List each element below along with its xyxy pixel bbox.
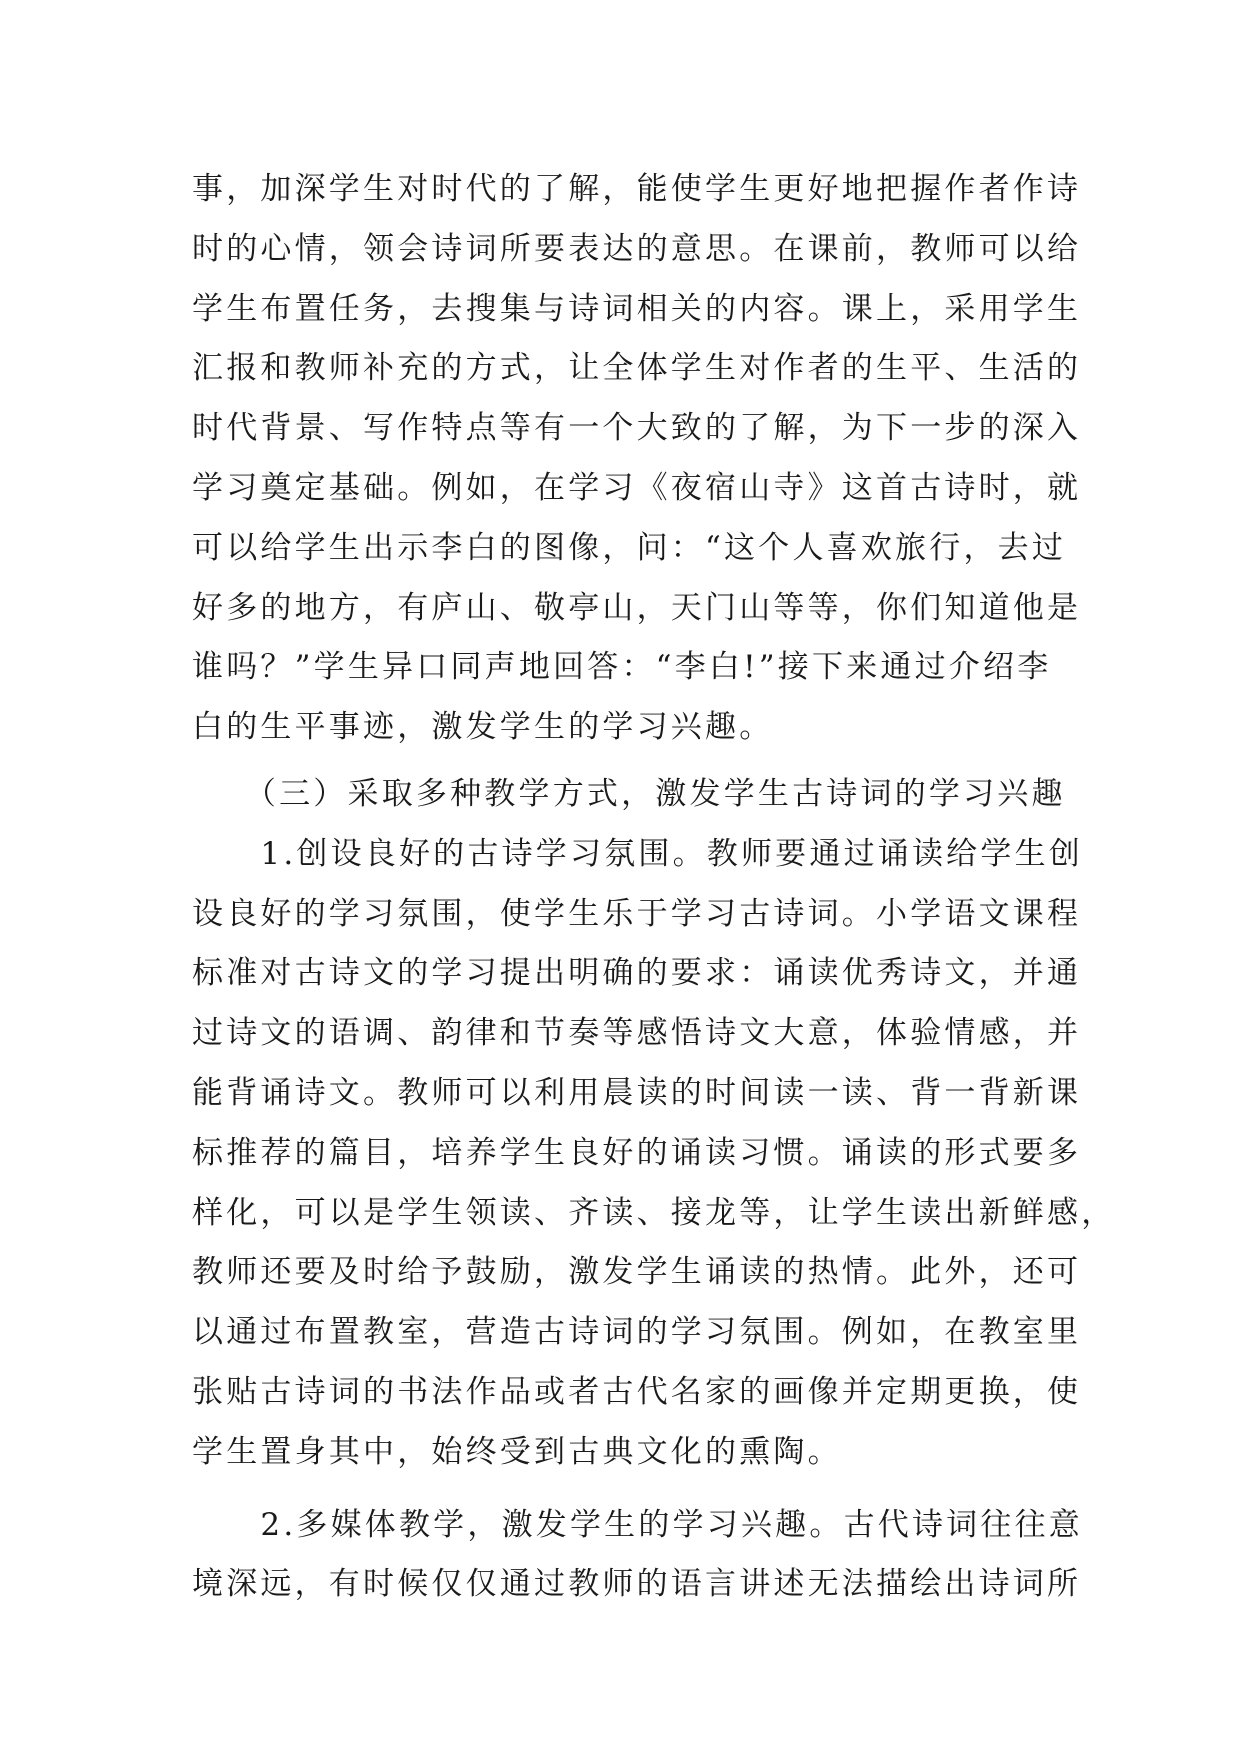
- text-line: 学生布置任务，去搜集与诗词相关的内容。课上，采用学生: [192, 290, 1082, 327]
- paragraph-gap: [192, 758, 1052, 765]
- text-line: 过诗文的语调、韵律和节奏等感悟诗文大意，体验情感，并: [192, 1015, 1082, 1052]
- text-line: 教师还要及时给予鼓励，激发学生诵读的热情。此外，还可: [192, 1254, 1082, 1291]
- text-line: 1.创设良好的古诗学习氛围。教师要通过诵读给学生创: [192, 835, 1083, 872]
- text-line: 汇报和教师补充的方式，让全体学生对作者的生平、生活的: [192, 350, 1082, 387]
- text-line: 设良好的学习氛围，使学生乐于学习古诗词。小学语文课程: [192, 895, 1082, 932]
- text-line: 2.多媒体教学，激发学生的学习兴趣。古代诗词往往意: [192, 1506, 1083, 1543]
- paragraph-gap: [192, 1483, 1052, 1496]
- text-line: 标准对古诗文的学习提出明确的要求：诵读优秀诗文，并通: [192, 955, 1082, 992]
- section-heading: （三）采取多种教学方式，激发学生古诗词的学习兴趣: [192, 775, 1066, 812]
- text-line: 事，加深学生对时代的了解，能使学生更好地把握作者作诗: [192, 171, 1082, 207]
- text-line: 谁吗？”学生异口同声地回答：“李白!”接下来通过介绍李: [192, 649, 1052, 686]
- text-line: 白的生平事迹，激发学生的学习兴趣。: [192, 709, 774, 746]
- text-line: 标推荐的篇目，培养学生良好的诵读习惯。诵读的形式要多: [192, 1134, 1082, 1171]
- text-line: 能背诵诗文。教师可以利用晨读的时间读一读、背一背新课: [192, 1074, 1082, 1111]
- body-text: [192, 160, 1116, 1615]
- text-line: 张贴古诗词的书法作品或者古代名家的画像并定期更换，使: [192, 1373, 1082, 1410]
- text-line: 样化，可以是学生领读、齐读、接龙等，让学生读出新鲜感，: [192, 1194, 1116, 1231]
- text-line: 以通过布置教室，营造古诗词的学习氛围。例如，在教室里: [192, 1314, 1082, 1351]
- text-line: 时代背景、写作特点等有一个大致的了解，为下一步的深入: [192, 410, 1082, 447]
- text-line: 境深远，有时候仅仅通过教师的语言讲述无法描绘出诗词所: [192, 1566, 1082, 1603]
- text-line: 好多的地方，有庐山、敬亭山，天门山等等，你们知道他是: [192, 589, 1082, 626]
- text-line: 时的心情，领会诗词所要表达的意思。在课前，教师可以给: [192, 230, 1082, 267]
- text-line: 学习奠定基础。例如，在学习《夜宿山寺》这首古诗时，就: [192, 469, 1082, 506]
- text-line: 学生置身其中，始终受到古典文化的熏陶。: [192, 1433, 842, 1470]
- text-line: 可以给学生出示李白的图像，问：“这个人喜欢旅行，去过: [192, 529, 1067, 566]
